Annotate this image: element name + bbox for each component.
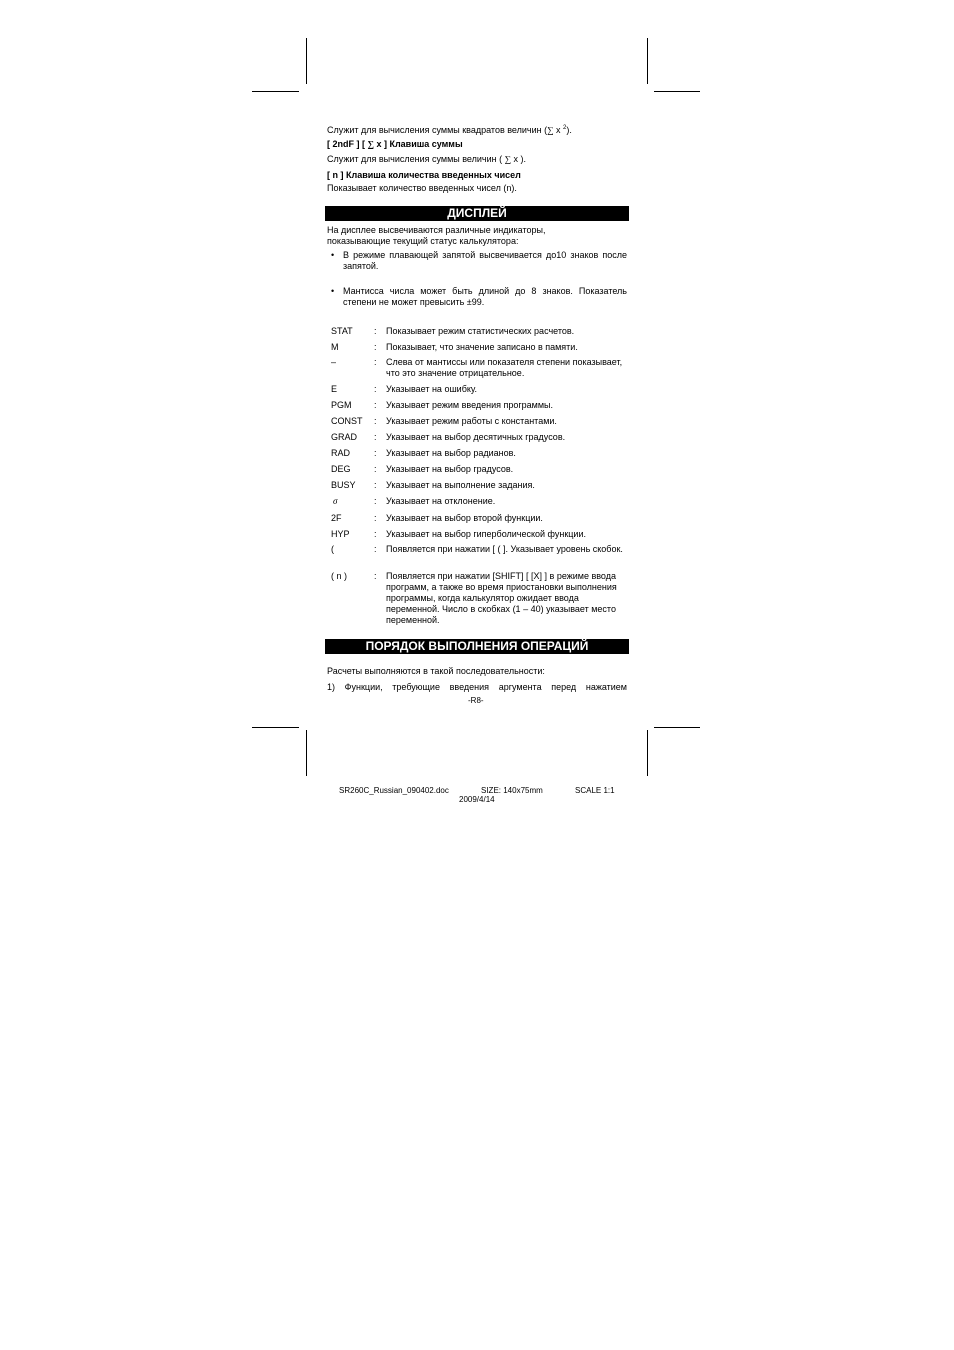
indicator-desc: Указывает на выбор второй функции.: [386, 513, 543, 523]
crop-mark: [654, 91, 700, 92]
separator: :: [374, 529, 377, 539]
separator: :: [374, 544, 377, 554]
separator: :: [374, 416, 377, 426]
indicator-desc: Указывает на выбор гиперболической функции.: [386, 529, 586, 539]
crop-mark: [654, 727, 700, 728]
indicator-key: STAT: [331, 326, 353, 336]
count-key-desc: Показывает количество введенных чисел (n).: [327, 183, 517, 193]
indicator-desc: Появляется при нажатии [ ( ]. Указывает уровень скобок.: [386, 544, 623, 554]
indicator-key: RAD: [331, 448, 351, 458]
sum-key-heading: [ 2ndF ] [ ∑ x ] Клавиша суммы: [327, 139, 463, 149]
separator: :: [374, 496, 377, 506]
bullet-text: В режиме плавающей запятой высвечивается до10 знаков после запятой.: [343, 250, 627, 271]
indicator-key: CONST: [331, 416, 363, 426]
sum-key-desc: Служит для вычисления суммы величин ( ∑ x ).: [327, 154, 527, 164]
indicator-desc: Указывает режим работы с константами.: [386, 416, 557, 426]
crop-mark: [306, 730, 307, 776]
indicator-desc: Указывает на отклонение.: [386, 496, 496, 506]
indicator-key: M: [331, 342, 339, 352]
separator: :: [374, 448, 377, 458]
crop-mark: [306, 38, 307, 84]
indicator-key: 2F: [331, 513, 342, 523]
page-number: -R8-: [468, 696, 484, 705]
crop-mark: [252, 727, 299, 728]
sum-squares-desc: Служит для вычисления суммы квадратов величин (∑ x $^2$).: [327, 125, 572, 135]
indicator-key: BUSY: [331, 480, 356, 490]
footer-filename: SR260C_Russian_090402.doc: [339, 786, 449, 795]
footer-date: 2009/4/14: [459, 795, 495, 804]
footer-size: SIZE: 140x75mm: [481, 786, 543, 795]
crop-mark: [252, 91, 299, 92]
bullet-text: Мантисса числа может быть длиной до 8 знаков. Показатель степени не может превысить ±99.: [343, 286, 627, 307]
display-section-title: ДИСПЛЕЙ: [325, 206, 629, 221]
display-intro-line: показывающие текущий статус калькулятора:: [327, 236, 519, 246]
count-key-heading: [ n ] Клавиша количества введенных чисел: [327, 170, 521, 180]
indicator-desc: Появляется при нажатии [SHIFT] [ [X] ] в режиме ввода программ, а также во время приостановки выполнения программы, когда калькулятор ожидает ввода переменной. Число в скобках (1 – 40) указывает место переменной.: [386, 571, 617, 625]
crop-mark: [647, 730, 648, 776]
indicator-desc: Указывает на ошибку.: [386, 384, 477, 394]
indicator-key: σ: [333, 496, 338, 506]
separator: :: [374, 513, 377, 523]
indicator-key: DEG: [331, 464, 351, 474]
indicator-key: GRAD: [331, 432, 358, 442]
crop-mark: [647, 38, 648, 84]
separator: :: [374, 326, 377, 336]
separator: :: [374, 432, 377, 442]
indicator-desc: Указывает на выбор радианов.: [386, 448, 516, 458]
indicator-key: E: [331, 384, 338, 394]
separator: :: [374, 400, 377, 410]
separator: :: [374, 464, 377, 474]
indicator-desc: Указывает на выбор градусов.: [386, 464, 514, 474]
indicator-desc: Показывает режим статистических расчетов.: [386, 326, 575, 336]
indicator-key: HYP: [331, 529, 350, 539]
separator: :: [374, 480, 377, 490]
indicator-desc: Указывает на выполнение задания.: [386, 480, 535, 490]
bullet-dot: •: [331, 286, 335, 296]
indicator-key: –: [331, 357, 337, 367]
footer-scale: SCALE 1:1: [575, 786, 615, 795]
separator: :: [374, 342, 377, 352]
indicator-desc: Слева от мантиссы или показателя степени показывает, что это значение отрицательное.: [386, 357, 623, 378]
separator: :: [374, 384, 377, 394]
order-intro: Расчеты выполняются в такой последовательности:: [327, 666, 545, 676]
order-item-1: 1) Функции, требующие введения аргумента перед нажатием: [327, 682, 627, 692]
indicator-desc: Указывает режим введения программы.: [386, 400, 554, 410]
indicator-key: (: [331, 544, 334, 554]
display-intro-line: На дисплее высвечиваются различные индикаторы,: [327, 225, 546, 235]
separator: :: [374, 357, 377, 367]
bullet-dot: •: [331, 250, 335, 260]
order-section-title: ПОРЯДОК ВЫПОЛНЕНИЯ ОПЕРАЦИЙ: [325, 639, 629, 654]
indicator-desc: Показывает, что значение записано в памяти.: [386, 342, 578, 352]
indicator-key: PGM: [331, 400, 352, 410]
indicator-key: ( n ): [331, 571, 348, 581]
indicator-desc: Указывает на выбор десятичных градусов.: [386, 432, 566, 442]
separator: :: [374, 571, 377, 581]
